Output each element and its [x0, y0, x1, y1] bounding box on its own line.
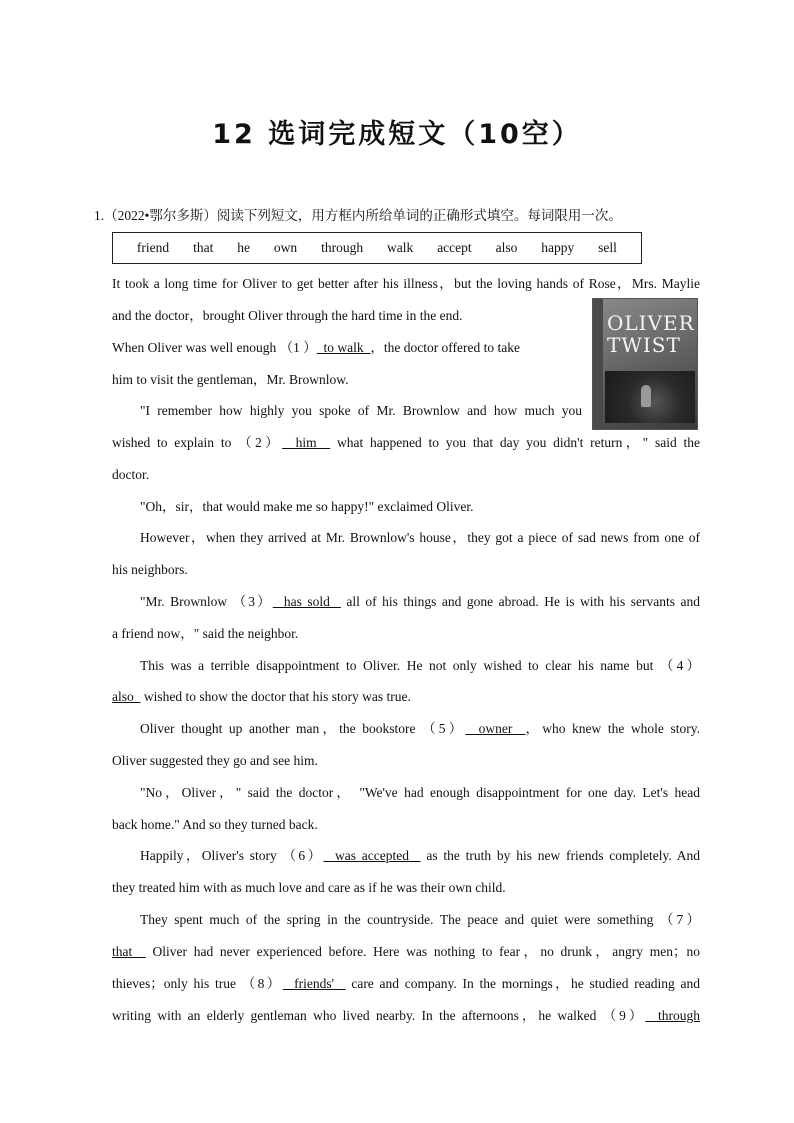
passage-line [112, 371, 348, 389]
passage-line [140, 911, 700, 929]
passage-text: wished to explain to （2） [112, 435, 283, 450]
passage-line [112, 561, 188, 579]
passage-line [112, 1007, 700, 1025]
passage-text: ，who knew the whole story. [525, 721, 700, 736]
passage-line [140, 784, 700, 802]
question-intro: 1.（2022•鄂尔多斯）阅读下列短文，用方框内所给单词的正确形式填空。每词限用一次。 [94, 208, 622, 223]
answer-blank: was accepted [323, 848, 421, 863]
book-title-line2: TWIST [607, 333, 681, 357]
passage-text: his neighbors. [112, 562, 188, 577]
word-bank-item: friend [136, 240, 170, 255]
passage-text: "Oh，sir，that would make me so happy!" exclaimed Oliver. [140, 499, 474, 514]
page-title: 12 选词完成短文（10空） [212, 119, 582, 150]
book-title-line1: OLIVER [607, 311, 695, 335]
answer-blank: him [282, 435, 331, 450]
passage-text: However，when they arrived at Mr. Brownlow's house，they got a piece of sad news from one of [140, 530, 700, 545]
answer-blank: to walk [316, 340, 371, 355]
book-spine [593, 299, 603, 429]
passage-text: a friend now，" said the neighbor. [112, 626, 299, 641]
passage-line [112, 752, 318, 770]
word-bank-box [112, 232, 642, 264]
passage-text: writing with an elderly gentleman who lived nearby. In the afternoons，he walked （9） [112, 1008, 646, 1023]
passage-line [112, 275, 700, 293]
passage-line [112, 943, 700, 961]
passage-text: him to visit the gentleman，Mr. Brownlow. [112, 372, 349, 387]
word-bank-item: happy [541, 240, 575, 255]
passage-text: When Oliver was well enough （1 ） [112, 340, 317, 355]
passage-line [140, 402, 582, 420]
passage-text: Oliver thought up another man，the bookstore （5） [140, 721, 466, 736]
word-bank-item: sell [598, 240, 617, 255]
word-bank-item: he [237, 240, 250, 255]
passage-text: "Mr. Brownlow （3） [140, 594, 273, 609]
passage-text: They spent much of the spring in the countryside. The peace and quiet were something （7） [140, 912, 700, 927]
answer-blank: has sold [272, 594, 341, 609]
word-bank-item: through [321, 240, 364, 255]
passage-line [140, 657, 700, 675]
word-bank-item: also [495, 240, 518, 255]
word-bank-item: that [193, 240, 214, 255]
passage-line [112, 625, 298, 643]
answer-blank: that [112, 944, 146, 959]
passage-text: Oliver had never experienced before. Here was nothing to fear，no drunk，angry men；no [145, 944, 700, 959]
passage-line [140, 529, 700, 547]
passage-text: ，the doctor offered to take [370, 340, 521, 355]
passage-text: wished to show the doctor that his story was true. [140, 689, 411, 704]
answer-blank: through [645, 1008, 700, 1023]
passage-text: what happened to you that day you didn't return，" said the [330, 435, 700, 450]
passage-text: they treated him with as much love and care as if he was their own child. [112, 880, 506, 895]
passage-text: "No，Oliver，" said the doctor， "We've had enough disappointment for one day. Let's head [140, 785, 700, 800]
passage-line [112, 339, 520, 357]
passage-line [140, 720, 700, 738]
passage-line [112, 688, 411, 706]
passage-text: doctor. [112, 467, 150, 482]
passage-text: This was a terrible disappointment to Oliver. He not only wished to clear his name but （4） [140, 658, 700, 673]
answer-blank: friends' [282, 976, 346, 991]
oliver-twist-book-cover-image [592, 298, 698, 430]
passage-line [140, 847, 700, 865]
passage-text: "I remember how highly you spoke of Mr. Brownlow and how much you [140, 403, 582, 418]
passage-line [140, 593, 700, 611]
passage-line [112, 879, 506, 897]
passage-text: care and company. In the mornings，he studied reading and [345, 976, 701, 991]
answer-blank: also [112, 689, 141, 704]
passage-text: thieves；only his true （8） [112, 976, 283, 991]
passage-text: Oliver suggested they go and see him. [112, 753, 318, 768]
passage-text: all of his things and gone abroad. He is with his servants and [340, 594, 701, 609]
answer-blank: owner [465, 721, 526, 736]
passage-text: It took a long time for Oliver to get better after his illness，but the loving hands of Rose，Mrs. Maylie [112, 276, 700, 291]
passage-text: and the doctor，brought Oliver through the hard time in the end. [112, 308, 463, 323]
word-bank-item: own [273, 240, 298, 255]
passage-line [112, 816, 318, 834]
word-bank-item: accept [437, 240, 472, 255]
passage-line [112, 975, 700, 993]
passage-line [112, 307, 463, 325]
passage-text: back home." And so they turned back. [112, 817, 318, 832]
passage-text: Happily，Oliver's story （6） [140, 848, 324, 863]
passage-line [112, 434, 700, 452]
word-bank-item: walk [387, 240, 414, 255]
book-cover-figure [641, 385, 651, 407]
passage-line [140, 498, 473, 516]
passage-text: as the truth by his new friends completely. And [420, 848, 701, 863]
passage-line [112, 466, 149, 484]
